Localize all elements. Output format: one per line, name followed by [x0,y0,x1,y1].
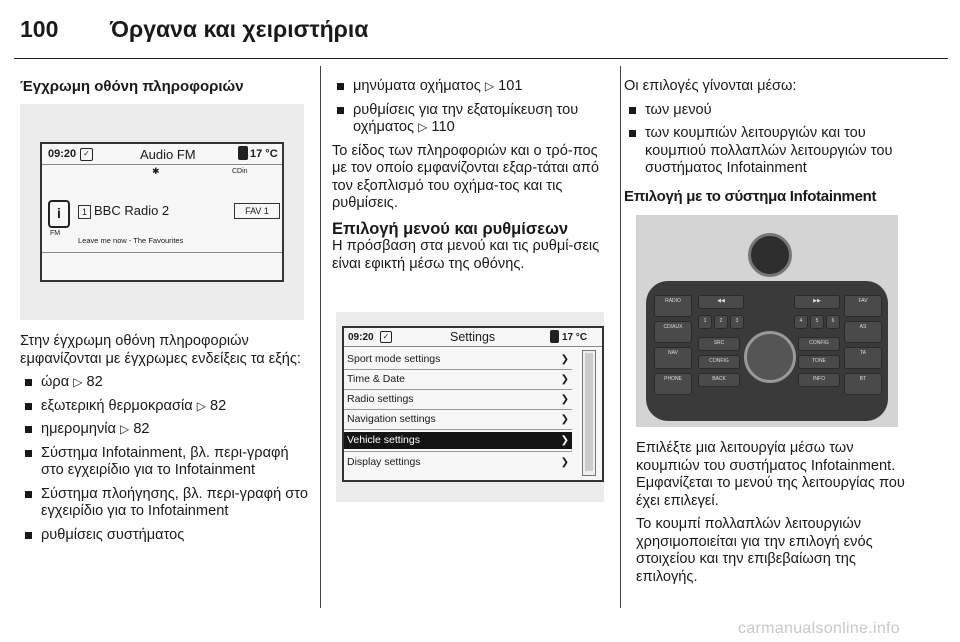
bluetooth-icon: ✱ [152,166,160,176]
screen-time: 09:20 [48,148,77,160]
rds-text: Leave me now - The Favourites [78,236,184,245]
menu-item-navigation-settings[interactable]: Navigation settings ❯ [347,413,569,425]
display-items-list [20,374,312,544]
column-1-body [20,333,312,550]
preset-key-4[interactable]: 4 [794,315,808,329]
source-tag: CDin [232,168,248,175]
section-heading-infotainment-selection: Επιλογή με το σύστημα Infotainment [624,187,877,205]
select-function-paragraph: Επιλέξτε μια λειτουργία μέσω των κουμπιών του συστήματος Infotainment. Εμφανίζεται το μενού της λειτουργίας που έχει επιλεγεί. [636,440,905,509]
menu-separator [344,389,572,390]
column-3-body [636,440,916,592]
list-item: ρυθμίσεις για την εξατομίκευση του οχήματος ▷ 110 [332,102,608,137]
list-item: ρυθμίσεις συστήματος [20,527,312,545]
menu-item-display-settings[interactable]: Display settings ❯ [347,456,569,468]
screen-temperature: 17 °C [562,332,588,343]
page-number: 100 [20,16,59,42]
as-key[interactable]: AS [844,321,882,343]
seek-forward-key[interactable]: ▶▶ [794,295,840,309]
radio-screen-figure [20,104,304,320]
color-display-intro: Στην έγχρωμη οθόνη πληροφοριών εμφανίζονται με έγχρωμες ενδείξεις τα εξής: [20,333,301,367]
seek-back-key[interactable]: ◀◀ [698,295,744,309]
phone-icon [550,330,559,343]
watermark: carmanualsonline.info [738,620,900,637]
multifunction-knob[interactable] [744,331,796,383]
preset-key-6[interactable]: 6 [826,315,840,329]
menu-separator [344,429,572,430]
list-item: Σύστημα πλοήγησης, βλ. περι-γραφή στο εγχειρίδιο για το Infotainment [20,486,312,521]
preset-key-2[interactable]: 2 [714,315,728,329]
scrollbar[interactable] [582,350,596,476]
phone-icon [238,146,248,160]
fav-button[interactable]: FAV 1 [234,203,280,219]
phone-button[interactable]: PHONE [654,373,692,395]
selection-methods-list [624,102,924,178]
fav-key[interactable]: FAV [844,295,882,317]
menu-item-time-date[interactable]: Time & Date ❯ [347,373,569,385]
column-2 [332,78,608,279]
list-item: μηνύματα οχήματος ▷ 101 [332,78,608,96]
info-type-paragraph: Το είδος των πληροφοριών και ο τρό-πος με τον οποίο εμφανίζονται εξαρ-τάται από τον εξοπλισμό του οχήμα-τος και τις ρυθμίσεις. [332,142,599,211]
radio-tower-icon: i [48,200,70,228]
screen-divider [42,164,282,165]
column-divider-2 [620,66,621,608]
scrollbar-thumb[interactable] [585,353,593,471]
list-item: ημερομηνία ▷ 82 [20,421,312,439]
list-item: Σύστημα Infotainment, βλ. περι-γραφή στο εγχειρίδιο για το Infotainment [20,445,312,480]
nav-button[interactable]: NAV [654,347,692,369]
column-1 [20,78,310,96]
tone-key[interactable]: TONE [798,355,840,369]
preset-number: 1 [78,205,91,219]
column-3 [624,78,924,205]
menu-access-paragraph: Η πρόσβαση στα μενού και τις ρυθμί-σεις είναι εφικτή μέσω της οθόνης. [332,238,600,272]
menu-separator [344,409,572,410]
ta-key[interactable]: TA [844,347,882,369]
page-title: Όργανα και χειριστήρια [110,16,369,42]
src-key[interactable]: SRC [698,337,740,351]
screen-title: Settings [450,330,496,344]
preset-key-3[interactable]: 3 [730,315,744,329]
selection-intro: Οι επιλογές γίνονται μέσω: [624,78,797,94]
station-name: BBC Radio 2 [94,203,170,218]
settings-screen-figure [336,312,604,502]
screen-title: Audio FM [140,147,196,162]
column-divider-1 [320,66,321,608]
list-item: των κουμπιών λειτουργιών και του κουμπιού πολλαπλών λειτουργιών του συστήματος Infotainment [624,125,924,178]
menu-item-sport-mode[interactable]: Sport mode settings ❯ [347,353,569,365]
cd-aux-button[interactable]: CD/AUX [654,321,692,343]
preset-key-5[interactable]: 5 [810,315,824,329]
checkmark-icon: ✓ [380,331,392,343]
preset-key-1[interactable]: 1 [698,315,712,329]
menu-item-radio-settings[interactable]: Radio settings ❯ [347,393,569,405]
settings-screen [342,326,604,482]
header-rule [14,58,948,59]
list-item: ώρα ▷ 82 [20,374,312,392]
list-item: των μενού [624,102,924,120]
back-key[interactable]: BACK [698,373,740,387]
multifunction-knob-paragraph: Το κουμπί πολλαπλών λειτουργιών χρησιμοποιείται για την επιλογή ενός στοιχείου και την επιβεβαίωση της επιλογής. [636,516,873,585]
radio-button[interactable]: RADIO [654,295,692,317]
infotainment-keypad-figure [636,215,898,427]
screen-divider-bottom [42,252,282,253]
checkmark-icon: ✓ [80,148,93,161]
config-key[interactable]: CONFIG [798,337,840,351]
volume-knob[interactable] [748,233,792,277]
section-heading-color-display: Έγχρωμη οθόνη πληροφοριών [20,78,244,95]
info-key[interactable]: INFO [798,373,840,387]
list-item: εξωτερική θερμοκρασία ▷ 82 [20,398,312,416]
screen-time: 09:20 [348,332,374,343]
section-heading-menu-selection: Επιλογή μενού και ρυθμίσεων [332,219,569,238]
settings-menu [344,350,576,476]
config-left-key[interactable]: CONFIG [698,355,740,369]
display-items-list-continued [332,78,608,137]
band-label: FM [50,230,61,237]
screen-temperature: 17 °C [250,148,278,160]
screen-divider [344,346,602,347]
radio-screen [40,142,284,282]
menu-item-vehicle-settings[interactable]: Vehicle settings ❯ [344,432,572,449]
menu-separator [344,451,572,452]
bt-key[interactable]: BT [844,373,882,395]
menu-separator [344,369,572,370]
